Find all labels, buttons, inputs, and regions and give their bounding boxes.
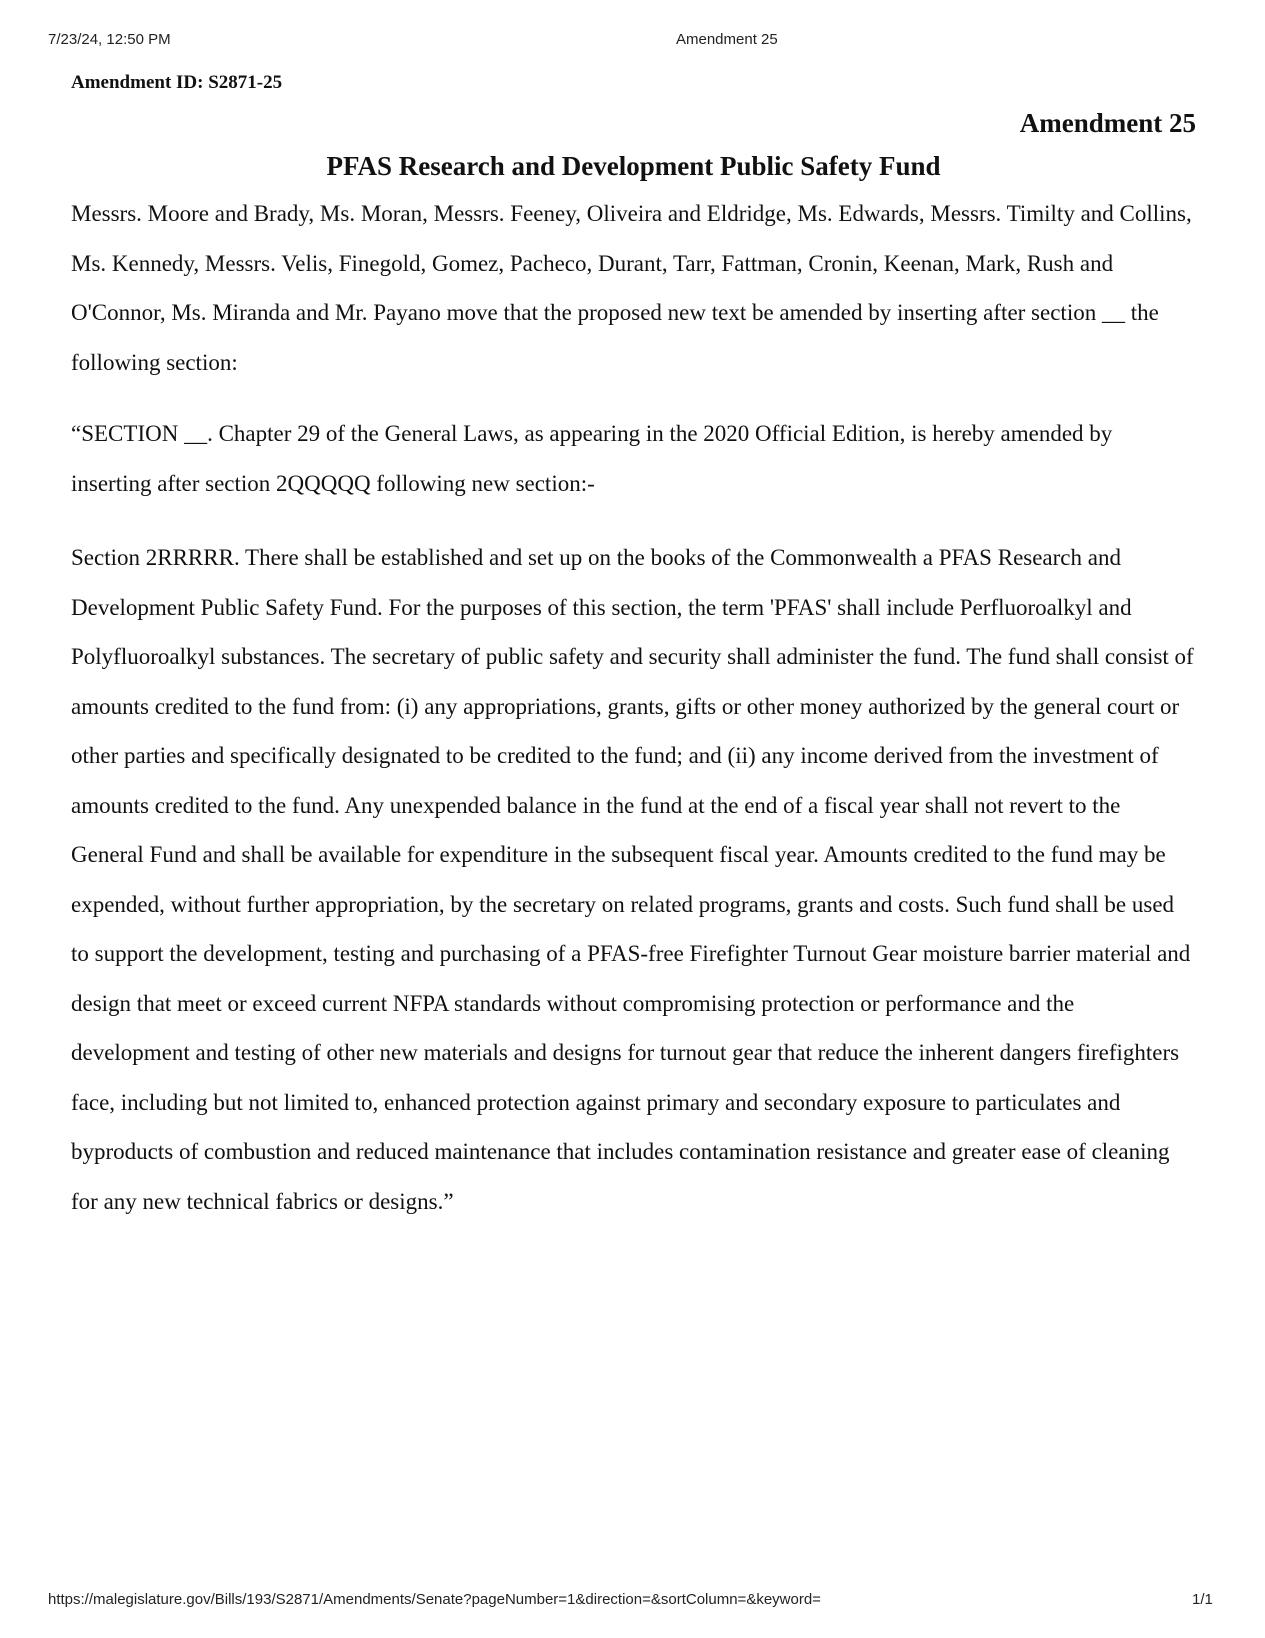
amendment-id: Amendment ID: S2871-25 <box>71 72 283 93</box>
print-datetime: 7/23/24, 12:50 PM <box>48 31 171 48</box>
print-page-title: Amendment 25 <box>676 31 778 48</box>
amendment-title: PFAS Research and Development Public Safety Fund <box>326 151 941 181</box>
section-body-paragraph: Section 2RRRRR. There shall be established and set up on the books of the Commonwealth a PFAS Research and Development Public Safety Fund. For the purposes of this section, the term 'PFAS' shall include Perfluoroalkyl and Polyfluoroalkyl substances. The secretary of public safety and security shall administer the fund. The fund shall consist of amounts credited to the fund from: (i) any appropriations, grants, gifts or other money authorized by the general court or other parties and specifically designated to be credited to the fund; and (ii) any income derived from the investment of amounts credited to the fund. Any unexpended balance in the fund at the end of a fiscal year shall not revert to the General Fund and shall be available for expenditure in the subsequent fiscal year. Amounts credited to the fund may be expended, without further appropriation, by the secretary on related programs, grants and costs. Such fund shall be used to support the development, testing and purchasing of a PFAS-free Firefighter Turnout Gear moisture barrier material and design that meet or exceed current NFPA standards without compromising protection or performance and the development and testing of other new materials and designs for turnout gear that reduce the inherent dangers firefighters face, including but not limited to, enhanced protection against primary and secondary exposure to particulates and byproducts of combustion and reduced maintenance that includes contamination resistance and greater ease of cleaning for any new technical fabrics or designs.” <box>71 545 1194 1214</box>
print-url: https://malegislature.gov/Bills/193/S2871/Amendments/Senate?pageNumber=1&direction=&sortColumn=&keyword= <box>48 1591 821 1608</box>
print-page-count: 1/1 <box>1192 1591 1213 1608</box>
amendment-document <box>71 64 1196 1226</box>
amendment-number: Amendment 25 <box>1019 108 1196 138</box>
sponsors-paragraph: Messrs. Moore and Brady, Ms. Moran, Messrs. Feeney, Oliveira and Eldridge, Ms. Edwards, Messrs. Timilty and Collins, Ms. Kennedy, Messrs. Velis, Finegold, Gomez, Pacheco, Durant, Tarr, Fattman, Cronin, Keenan, Mark, Rush and O'Connor, Ms. Miranda and Mr. Payano move that the proposed new text be amended by inserting after section __ the following section: <box>71 201 1192 375</box>
section-intro-paragraph: “SECTION __. Chapter 29 of the General Laws, as appearing in the 2020 Official Edition, is hereby amended by inserting after section 2QQQQQ following new section:- <box>71 421 1113 496</box>
